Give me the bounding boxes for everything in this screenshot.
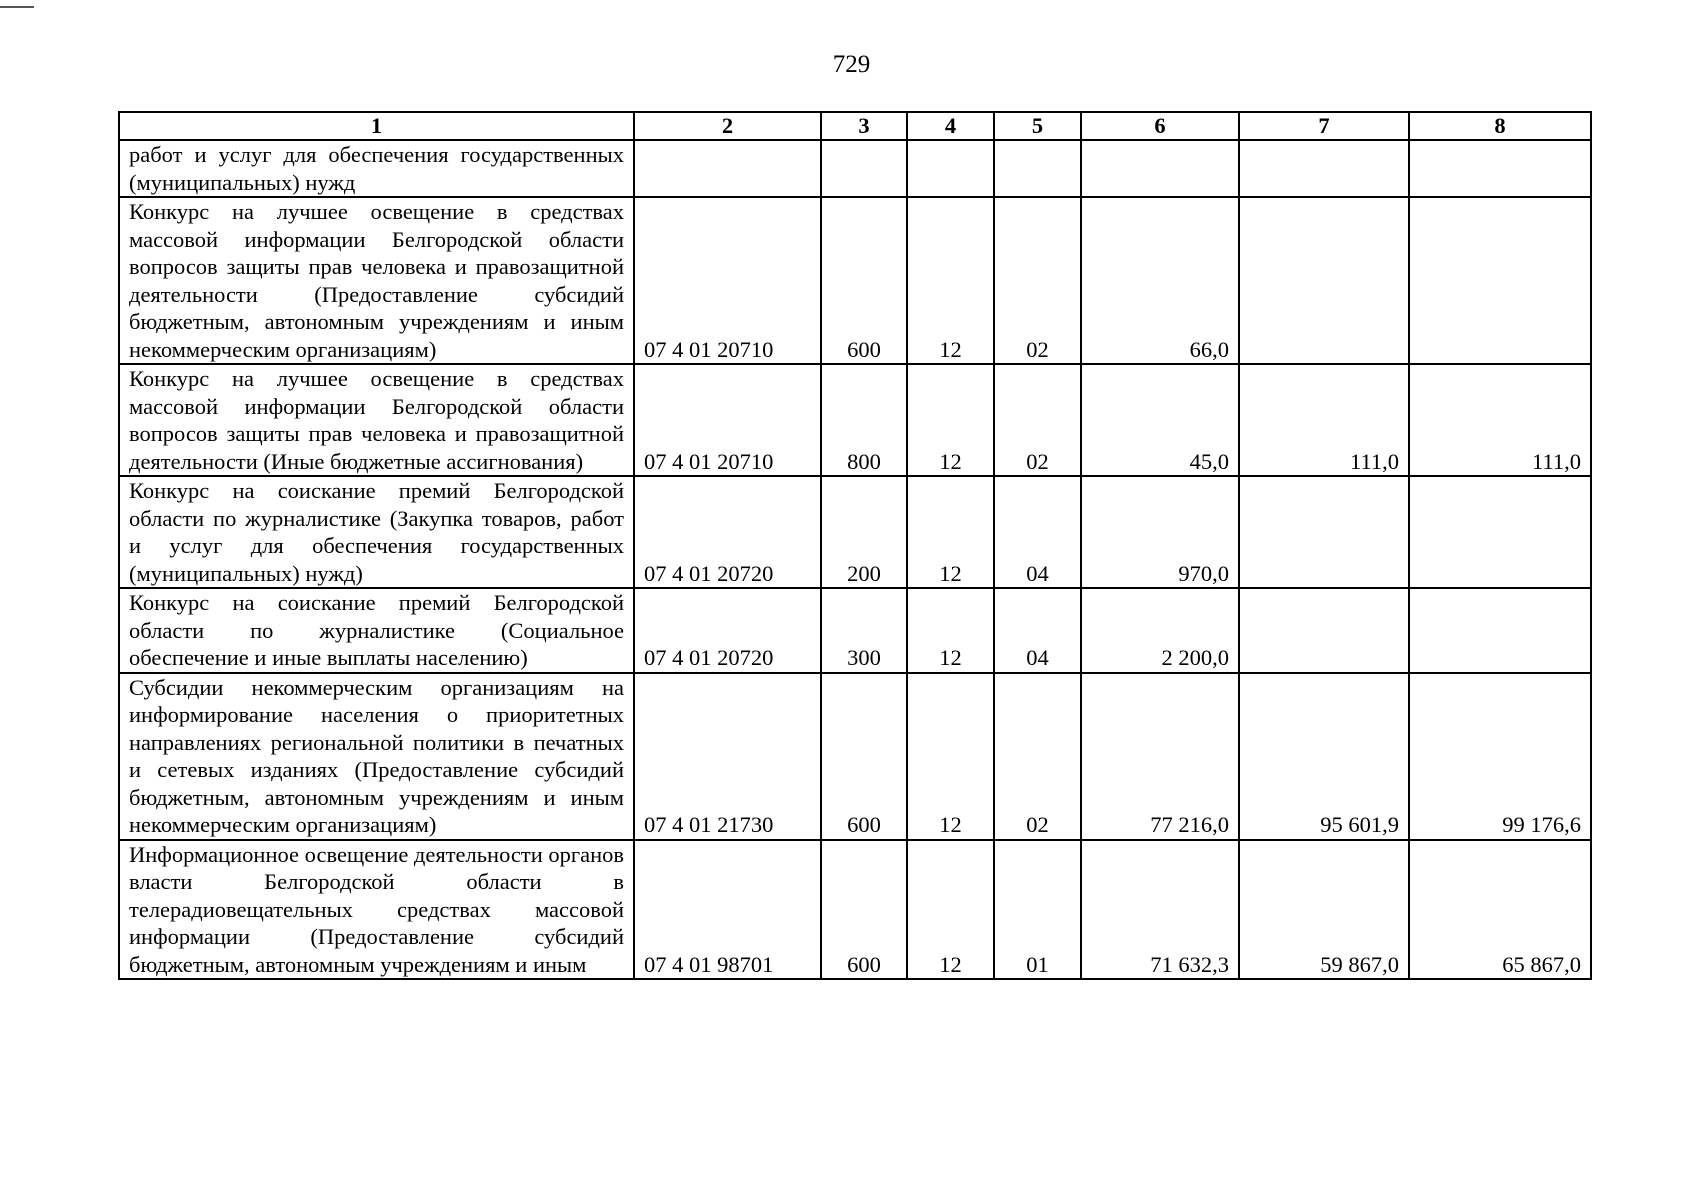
column-header: 7 bbox=[1239, 112, 1409, 140]
expense-type-cell: 600 bbox=[821, 673, 907, 840]
amount-col7-cell: 95 601,9 bbox=[1239, 673, 1409, 840]
column-header: 2 bbox=[634, 112, 821, 140]
section-cell: 12 bbox=[907, 840, 994, 980]
target-article-code-cell: 07 4 01 98701 bbox=[634, 840, 821, 980]
row-name-cell: Конкурс на лучшее освещение в средствах массовой информации Белгородской области вопросов защиты прав человека и правозащитной деятельности (Предоставление субсидий бюджетным, автономным учреждениям и иным некоммерческим организациям) bbox=[119, 197, 634, 364]
column-header: 6 bbox=[1081, 112, 1239, 140]
table-row bbox=[119, 588, 1591, 673]
target-article-code-cell: 07 4 01 20710 bbox=[634, 364, 821, 476]
table-body bbox=[119, 140, 1591, 979]
subsection-cell: 02 bbox=[994, 197, 1081, 364]
table-row bbox=[119, 140, 1591, 197]
subsection-cell: 02 bbox=[994, 673, 1081, 840]
section-cell: 12 bbox=[907, 673, 994, 840]
amount-col7-cell bbox=[1239, 588, 1409, 673]
section-cell: 12 bbox=[907, 588, 994, 673]
header-row bbox=[119, 112, 1591, 140]
expense-type-cell: 600 bbox=[821, 197, 907, 364]
target-article-code-cell: 07 4 01 21730 bbox=[634, 673, 821, 840]
expense-type-cell: 600 bbox=[821, 840, 907, 980]
target-article-code-cell: 07 4 01 20710 bbox=[634, 197, 821, 364]
scan-edge-mark bbox=[0, 6, 34, 8]
subsection-cell: 02 bbox=[994, 364, 1081, 476]
amount-col8-cell bbox=[1409, 476, 1591, 588]
column-header: 3 bbox=[821, 112, 907, 140]
subsection-cell: 01 bbox=[994, 840, 1081, 980]
row-name-cell: Конкурс на соискание премий Белгородской области по журналистике (Социальное обеспечение и иные выплаты населению) bbox=[119, 588, 634, 673]
table-row bbox=[119, 197, 1591, 364]
row-name-cell: Информационное освещение деятельности органов власти Белгородской области в телерадиовещательных средствах массовой информации (Предоставление субсидий бюджетным, автономным учреждениям и иным bbox=[119, 840, 634, 980]
amount-col6-cell: 2 200,0 bbox=[1081, 588, 1239, 673]
target-article-code-cell: 07 4 01 20720 bbox=[634, 476, 821, 588]
amount-col8-cell: 99 176,6 bbox=[1409, 673, 1591, 840]
table-row bbox=[119, 364, 1591, 476]
table-header bbox=[119, 112, 1591, 140]
row-name-cell: работ и услуг для обеспечения государственных (муниципальных) нужд bbox=[119, 140, 634, 197]
column-header: 4 bbox=[907, 112, 994, 140]
expense-type-cell: 300 bbox=[821, 588, 907, 673]
expense-type-cell: 200 bbox=[821, 476, 907, 588]
amount-col8-cell bbox=[1409, 140, 1591, 197]
amount-col7-cell bbox=[1239, 476, 1409, 588]
budget-table bbox=[118, 111, 1592, 980]
amount-col7-cell bbox=[1239, 140, 1409, 197]
row-name-cell: Конкурс на соискание премий Белгородской области по журналистике (Закупка товаров, работ и услуг для обеспечения государственных (муниципальных) нужд) bbox=[119, 476, 634, 588]
amount-col7-cell: 111,0 bbox=[1239, 364, 1409, 476]
column-header: 5 bbox=[994, 112, 1081, 140]
target-article-code-cell: 07 4 01 20720 bbox=[634, 588, 821, 673]
table-row bbox=[119, 476, 1591, 588]
amount-col6-cell: 77 216,0 bbox=[1081, 673, 1239, 840]
amount-col7-cell: 59 867,0 bbox=[1239, 840, 1409, 980]
page-number: 729 bbox=[832, 51, 871, 78]
row-name-cell: Субсидии некоммерческим организациям на информирование населения о приоритетных направлениях региональной политики в печатных и сетевых изданиях (Предоставление субсидий бюджетным, автономным учреждениям и иным некоммерческим организациям) bbox=[119, 673, 634, 840]
amount-col7-cell bbox=[1239, 197, 1409, 364]
expense-type-cell: 800 bbox=[821, 364, 907, 476]
amount-col8-cell: 65 867,0 bbox=[1409, 840, 1591, 980]
section-cell bbox=[907, 140, 994, 197]
column-header: 1 bbox=[119, 112, 634, 140]
amount-col6-cell: 970,0 bbox=[1081, 476, 1239, 588]
amount-col8-cell bbox=[1409, 197, 1591, 364]
column-header: 8 bbox=[1409, 112, 1591, 140]
subsection-cell: 04 bbox=[994, 588, 1081, 673]
target-article-code-cell bbox=[634, 140, 821, 197]
amount-col8-cell bbox=[1409, 588, 1591, 673]
row-name-cell: Конкурс на лучшее освещение в средствах массовой информации Белгородской области вопросов защиты прав человека и правозащитной деятельности (Иные бюджетные ассигнования) bbox=[119, 364, 634, 476]
subsection-cell bbox=[994, 140, 1081, 197]
section-cell: 12 bbox=[907, 364, 994, 476]
section-cell: 12 bbox=[907, 197, 994, 364]
subsection-cell: 04 bbox=[994, 476, 1081, 588]
amount-col6-cell bbox=[1081, 140, 1239, 197]
amount-col6-cell: 66,0 bbox=[1081, 197, 1239, 364]
expense-type-cell bbox=[821, 140, 907, 197]
amount-col8-cell: 111,0 bbox=[1409, 364, 1591, 476]
amount-col6-cell: 45,0 bbox=[1081, 364, 1239, 476]
section-cell: 12 bbox=[907, 476, 994, 588]
table-row bbox=[119, 840, 1591, 980]
amount-col6-cell: 71 632,3 bbox=[1081, 840, 1239, 980]
table-row bbox=[119, 673, 1591, 840]
